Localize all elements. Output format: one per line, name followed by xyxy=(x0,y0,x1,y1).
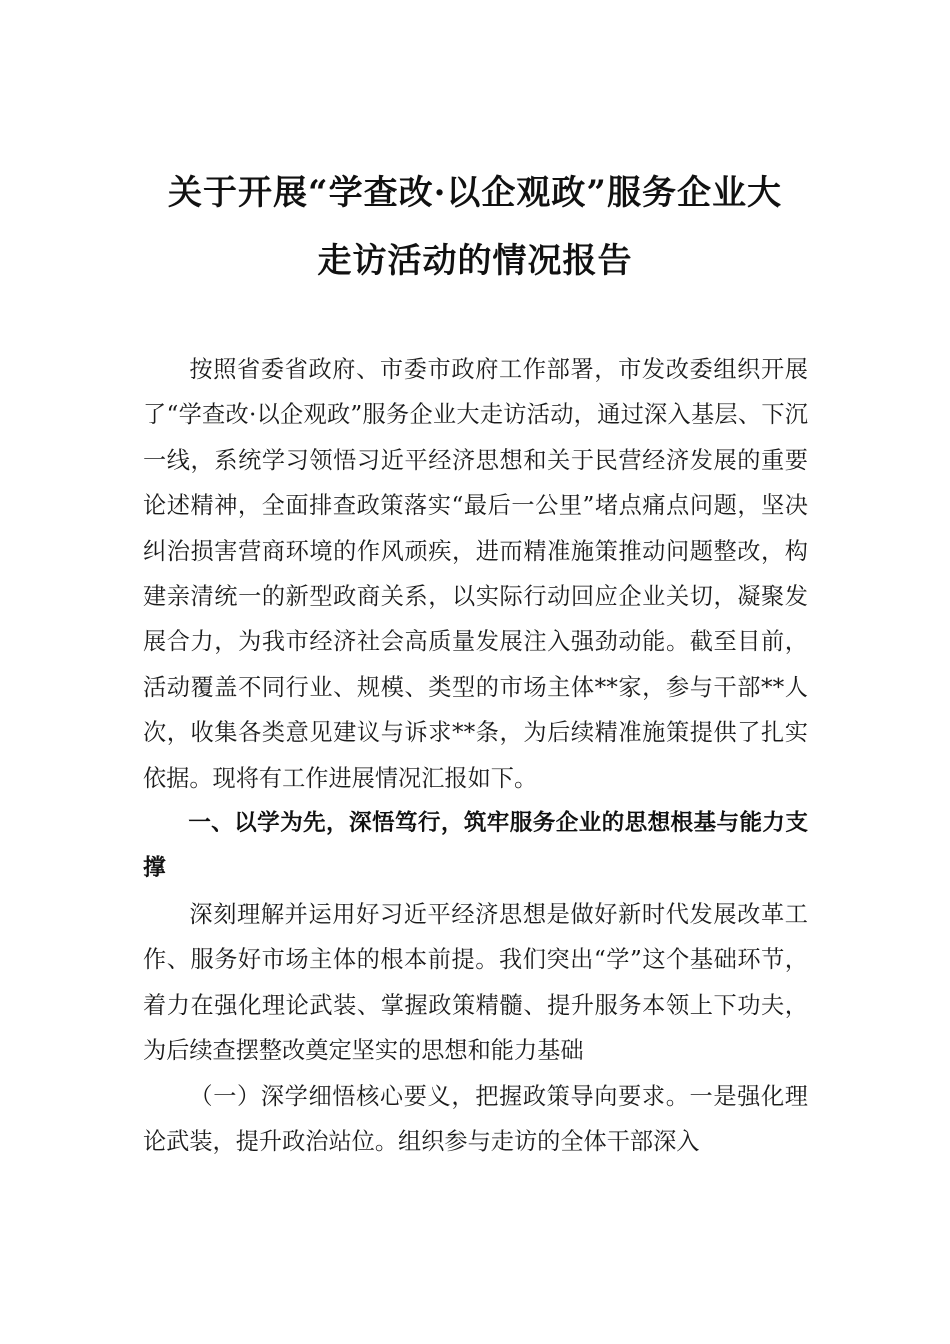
document-body xyxy=(143,347,808,1164)
document-title-line-1: 关于开展“学查改·以企观政”服务企业大 xyxy=(168,173,782,213)
section-heading-1: 一、以学为先，深悟笃行，筑牢服务企业的思想根基与能力支撑 xyxy=(143,810,808,882)
intro-paragraph: 按照省委省政府、市委市政府工作部署，市发改委组织开展了“学查改·以企观政”服务企业大走访活动，通过深入基层、下沉一线，系统学习领悟习近平经济思想和关于民营经济发展的重要论述精神，全面排查政策落实“最后一公里”堵点痛点问题，坚决纠治损害营商环境的作风顽疾，进而精准施策推动问题整改，构建亲清统一的新型政商关系，以实际行动回应企业关切，凝聚发展合力，为我市经济社会高质量发展注入强劲动能。截至目前，活动覆盖不同行业、规模、类型的市场主体**家，参与干部**人次，收集各类意见建议与诉求**条，为后续精准施策提供了扎实依据。现将有工作进展情况汇报如下。 xyxy=(143,356,808,792)
section-1-paragraph: 深刻理解并运用好习近平经济思想是做好新时代发展改革工作、服务好市场主体的根本前提。我们突出“学”这个基础环节，着力在强化理论武装、掌握政策精髓、提升服务本领上下功夫，为后续查摆整改奠定坚实的思想和能力基础 xyxy=(143,900,808,1065)
subsection-1-paragraph: （一）深学细悟核心要义，把握政策导向要求。一是强化理论武装，提升政治站位。组织参与走访的全体干部深入 xyxy=(143,1082,808,1155)
document-title-line-2: 走访活动的情况报告 xyxy=(317,241,633,281)
